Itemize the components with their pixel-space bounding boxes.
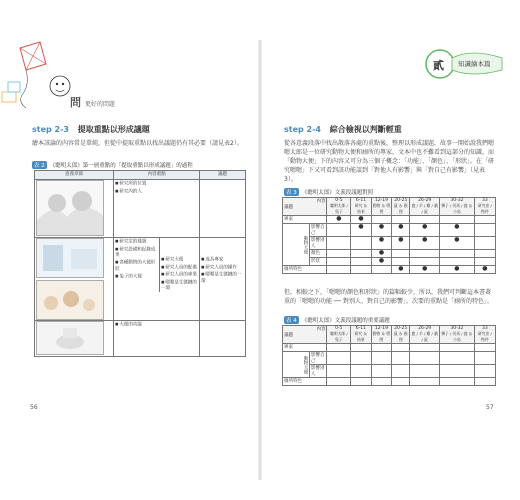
issue-cell bbox=[200, 321, 246, 357]
illustration-cell bbox=[35, 180, 114, 238]
table4 bbox=[282, 325, 496, 386]
table-row bbox=[35, 180, 246, 238]
filled-dot-cell: ● bbox=[392, 266, 410, 274]
col-subtitle: 研究室 / 物件 bbox=[477, 203, 492, 214]
empty-cell bbox=[474, 250, 495, 258]
filled-dot-cell: ● bbox=[327, 216, 351, 224]
col-header bbox=[474, 198, 495, 216]
row-label: 專家 bbox=[283, 216, 327, 224]
table-row bbox=[35, 321, 246, 357]
step-title: 綜合檢視以判斷輕重 bbox=[329, 125, 402, 134]
col-range: 26-29 bbox=[418, 198, 432, 203]
filled-dot-cell: ● bbox=[440, 224, 475, 237]
list-item: ■ 嗯嗯是生態鏈的一環 bbox=[201, 271, 244, 285]
col-subtitle: 聰明太郎 / 兔子 bbox=[330, 203, 348, 214]
right-page bbox=[260, 0, 520, 500]
page-number: 57 bbox=[486, 404, 494, 411]
table-row bbox=[283, 378, 496, 386]
corner-cell bbox=[283, 326, 327, 344]
col-header bbox=[440, 198, 475, 216]
filled-dot-cell: ● bbox=[410, 224, 440, 237]
empty-cell bbox=[371, 266, 392, 274]
step-heading bbox=[284, 124, 402, 135]
filled-dot-cell: ● bbox=[371, 237, 392, 250]
empty-cell bbox=[474, 224, 495, 237]
col-subtitle: 鼠 ＆ 猴狸 bbox=[393, 203, 408, 214]
row-label: 廁所特色 bbox=[283, 378, 327, 386]
empty-cell bbox=[474, 365, 495, 378]
filled-dot-cell: ● bbox=[392, 237, 410, 250]
empty-cell bbox=[474, 237, 495, 250]
toilet-illustration bbox=[36, 321, 104, 355]
col-header bbox=[474, 326, 495, 344]
col-header bbox=[410, 198, 440, 216]
table-row bbox=[283, 352, 496, 365]
row-label: 影響別人 bbox=[310, 237, 327, 250]
row-label: 廁所特色 bbox=[283, 266, 327, 274]
content-cell bbox=[114, 180, 200, 238]
col-header bbox=[371, 198, 392, 216]
list-item: ■ 研究內的人 bbox=[115, 188, 198, 196]
filled-dot-cell: ● bbox=[371, 224, 392, 237]
empty-cell bbox=[351, 266, 371, 274]
empty-cell bbox=[474, 378, 495, 386]
empty-cell bbox=[327, 258, 351, 266]
empty-cell bbox=[474, 344, 495, 352]
col-range: 0-5 bbox=[335, 198, 343, 203]
col-header bbox=[351, 198, 371, 216]
banner-number: 貳 bbox=[433, 59, 444, 72]
step-number: step 2-3 bbox=[32, 125, 69, 134]
col-subtitle: 動物 ＆ 嗯嗯 bbox=[372, 331, 391, 342]
col-range: 12-19 bbox=[374, 198, 389, 203]
empty-cell bbox=[440, 344, 475, 352]
list-item: ■ 研究設備和紀錄成果 bbox=[115, 246, 159, 260]
filled-dot-cell: ● bbox=[410, 237, 440, 250]
table3-caption-text: 《聰明太郎》文義段議題對照 bbox=[301, 190, 374, 196]
row-label: 影響自己 bbox=[310, 352, 327, 365]
empty-cell bbox=[327, 237, 351, 250]
corner-row-label: 內容 bbox=[316, 327, 326, 332]
empty-cell bbox=[410, 365, 440, 378]
col-range: 30-32 bbox=[450, 326, 464, 331]
empty-cell bbox=[351, 344, 371, 352]
col-range: 6-11 bbox=[355, 326, 366, 331]
group-label: 動物大便 bbox=[283, 224, 310, 266]
filled-dot-cell: ● bbox=[410, 266, 440, 274]
col-range: 6-11 bbox=[355, 198, 367, 203]
table-row bbox=[283, 237, 496, 250]
empty-cell bbox=[371, 365, 392, 378]
table-header-row bbox=[283, 198, 496, 216]
col-header: 意義章節 bbox=[35, 171, 114, 180]
group-label: 動物大便 bbox=[283, 352, 310, 378]
empty-cell bbox=[371, 352, 392, 365]
row-label: 形狀 bbox=[310, 258, 327, 266]
col-subtitle: 鹿 / 羊 / 雞 / 貓 / 鼠 bbox=[411, 203, 438, 214]
section-header bbox=[70, 94, 115, 110]
table3 bbox=[282, 197, 496, 274]
illustration-cell bbox=[35, 238, 114, 321]
animals-illustration bbox=[36, 280, 104, 320]
issue-cell bbox=[200, 238, 246, 321]
table-caption-tag: 表 2 bbox=[34, 163, 45, 169]
empty-cell bbox=[351, 378, 371, 386]
list-item: ■ 研究室的樣貌 bbox=[115, 238, 159, 246]
list-item: ■ 兔子的大便 bbox=[115, 273, 159, 281]
intro-paragraph: 繪本該論的內容常是單純，但從中提取重點以找出議題仍有其必要（請見表2）。 bbox=[32, 140, 243, 147]
empty-cell bbox=[351, 365, 371, 378]
row-label: 顏色 bbox=[310, 250, 327, 258]
content-cell bbox=[114, 238, 200, 321]
section-header-char: 問 bbox=[70, 96, 81, 109]
row-label: 專家 bbox=[283, 344, 327, 352]
col-subtitle: 狮子 / 河馬 / 鹿 ＆ 小鳥 bbox=[441, 203, 473, 214]
intro-paragraph: 從各意義段落中找出散落各處的重點後，整理以形成議題，故事一開始說我們嗯嗯太郎是一位研究動物大便和廁所的專家，文本中也不難看到這部分的知識。而「動物大便」下的內容又可分為三個子概念：「功能」、「顏色」、「形狀」。在「研究嗯嗯」下又可看到該功能談到「對他人有影響」與「對自己有影響」（見表3）。 bbox=[284, 140, 495, 183]
list-item: ■ 成為專家 bbox=[201, 256, 244, 264]
empty-cell bbox=[327, 344, 351, 352]
table-row bbox=[283, 258, 496, 266]
col-header: 議題 bbox=[200, 171, 246, 180]
list-item: ■ 研究人員的操作 bbox=[201, 264, 244, 272]
forest-illustration bbox=[36, 180, 104, 236]
corner-row-label: 內容 bbox=[316, 199, 326, 204]
table-row bbox=[35, 238, 246, 321]
col-subtitle: 研究室 / 物件 bbox=[477, 331, 492, 342]
col-subtitle: 狮子 / 河馬 / 鹿 ＆ 小鳥 bbox=[441, 331, 473, 342]
left-table bbox=[34, 170, 246, 357]
empty-cell bbox=[327, 352, 351, 365]
filled-dot-cell: ● bbox=[392, 224, 410, 237]
empty-cell bbox=[474, 352, 495, 365]
col-header bbox=[392, 326, 410, 344]
filled-dot-cell: ● bbox=[474, 266, 495, 274]
empty-cell bbox=[392, 378, 410, 386]
empty-cell bbox=[410, 250, 440, 258]
col-range: 20-25 bbox=[394, 326, 408, 331]
list-item: ■ 大便的功能 bbox=[115, 321, 198, 329]
filled-dot-cell: ● bbox=[440, 237, 475, 250]
table-caption bbox=[32, 161, 193, 169]
list-item: ■ 嗯嗯是生態鏈的一環 bbox=[161, 279, 199, 293]
empty-cell bbox=[392, 352, 410, 365]
table-row bbox=[283, 250, 496, 258]
empty-cell bbox=[327, 250, 351, 258]
content-cell bbox=[114, 321, 200, 357]
list-item: ■ 研究人員的專業 bbox=[161, 271, 199, 279]
col-range: 26-29 bbox=[418, 326, 432, 331]
empty-cell bbox=[327, 266, 351, 274]
empty-cell bbox=[351, 352, 371, 365]
lab-illustration bbox=[36, 238, 104, 278]
table-caption-text: 《聰明太郎》第一層重點的「提取重點以形成議題」的過程 bbox=[49, 163, 193, 169]
list-item: ■ 研究大便 bbox=[161, 256, 199, 264]
empty-cell bbox=[392, 365, 410, 378]
section-banner bbox=[422, 44, 506, 88]
table4-caption-tag: 表 4 bbox=[286, 318, 297, 324]
empty-cell bbox=[327, 224, 351, 237]
filled-dot-cell: ● bbox=[351, 216, 371, 224]
empty-cell bbox=[371, 378, 392, 386]
col-header bbox=[351, 326, 371, 344]
empty-cell bbox=[351, 250, 371, 258]
col-range: 12-19 bbox=[374, 326, 388, 331]
col-subtitle: 鹿 / 羊 / 雞 / 貓 / 鼠 bbox=[411, 331, 438, 342]
row-label: 影響別人 bbox=[310, 365, 327, 378]
col-range: 33 bbox=[481, 326, 488, 331]
empty-cell bbox=[371, 344, 392, 352]
empty-cell bbox=[392, 344, 410, 352]
col-subtitle: 研究 ＆ 結果 bbox=[354, 203, 368, 214]
col-header bbox=[327, 326, 351, 344]
page-number: 56 bbox=[30, 404, 38, 411]
empty-cell bbox=[351, 237, 371, 250]
corner-col-label: 議題 bbox=[284, 333, 293, 338]
corner-cell bbox=[283, 198, 327, 216]
table-row bbox=[283, 224, 496, 237]
col-range: 33 bbox=[481, 198, 488, 203]
table-row bbox=[283, 266, 496, 274]
empty-cell bbox=[410, 352, 440, 365]
empty-cell bbox=[392, 250, 410, 258]
col-subtitle: 動物 ＆ 嗯嗯 bbox=[372, 203, 391, 214]
step-number: step 2-4 bbox=[284, 125, 321, 134]
filled-dot-cell: ● bbox=[371, 258, 392, 266]
middle-paragraph: 但，相較之下，「嗯嗯的顏色和形狀」的篇幅較少，所以，我們可判斷這本書著重的「嗯嗯的功能 ── 對別人、對自己的影響」。次要的重點是「廁所的特色」。 bbox=[284, 289, 494, 305]
empty-cell bbox=[327, 365, 351, 378]
table3-caption bbox=[284, 188, 373, 196]
filled-dot-cell: ● bbox=[371, 250, 392, 258]
empty-cell bbox=[440, 365, 475, 378]
col-header bbox=[440, 326, 475, 344]
empty-cell bbox=[410, 378, 440, 386]
col-subtitle: 鼠 ＆ 猴狸 bbox=[393, 331, 408, 342]
table4-caption-text: 《聰明太郎》文義段議題的重要議題 bbox=[301, 318, 390, 324]
empty-cell bbox=[474, 216, 495, 224]
empty-cell bbox=[440, 378, 475, 386]
step-title: 提取重點以形成議題 bbox=[77, 125, 150, 134]
col-subtitle: 研究 ＆ 結果 bbox=[354, 331, 368, 342]
empty-cell bbox=[440, 352, 475, 365]
corner-col-label: 議題 bbox=[284, 205, 293, 210]
filled-dot-cell: ● bbox=[351, 224, 371, 237]
col-header bbox=[371, 326, 392, 344]
table-header-row bbox=[283, 326, 496, 344]
col-subtitle: 聰明太郎 / 兔子 bbox=[330, 331, 348, 342]
illustration-cell bbox=[35, 321, 114, 357]
table-row bbox=[283, 216, 496, 224]
table4-caption bbox=[284, 316, 390, 324]
table-row bbox=[283, 344, 496, 352]
col-header bbox=[327, 198, 351, 216]
col-range: 0-5 bbox=[335, 326, 343, 331]
table3-caption-tag: 表 3 bbox=[286, 190, 297, 196]
col-range: 30-32 bbox=[450, 198, 464, 203]
table-row bbox=[283, 365, 496, 378]
empty-cell bbox=[440, 250, 475, 258]
empty-cell bbox=[327, 378, 351, 386]
filled-dot-cell: ● bbox=[440, 266, 475, 274]
banner-text: 知識繪本篇 bbox=[458, 60, 491, 68]
step-heading bbox=[32, 124, 150, 135]
section-header-sub: 更好的問題 bbox=[84, 101, 115, 108]
col-header: 內容重點 bbox=[114, 171, 200, 180]
list-item: ■ 各種動物的大便形狀 bbox=[115, 259, 159, 273]
row-label: 影響自己 bbox=[310, 224, 327, 237]
list-item: ■ 研究所的位置 bbox=[115, 180, 198, 188]
list-item: ■ 研究人員的配備 bbox=[161, 264, 199, 272]
col-header bbox=[392, 198, 410, 216]
col-range: 20-25 bbox=[394, 198, 408, 203]
empty-cell bbox=[351, 258, 371, 266]
col-header bbox=[410, 326, 440, 344]
empty-cell bbox=[410, 344, 440, 352]
issue-cell bbox=[200, 180, 246, 238]
